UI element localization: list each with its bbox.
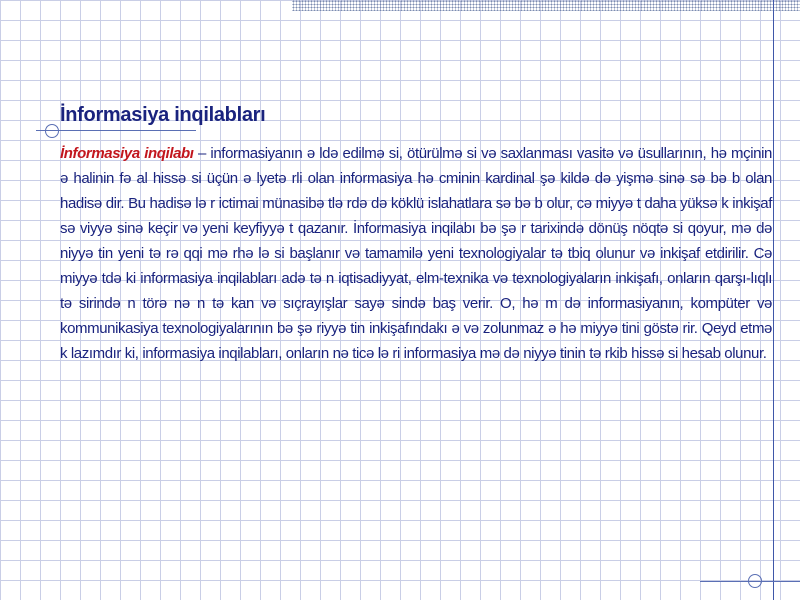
right-vertical-rule	[773, 0, 774, 600]
top-left-circle-ornament	[45, 124, 59, 138]
slide-title: İnformasiya inqilabları	[60, 104, 266, 126]
definition-text: – informasiyanın ə ldə edilmə si, ötürülmə si və saxlanması vasitə və üsullarının, hə mçinin ə halinin fə al hissə si üçün ə lyetə rli olan informasiya hə cminin kardinal şə kildə də yişmə sinə sə bə b olan hadisə dir. Bu hadisə lə r ictimai münasibə tlə rdə də köklü islahatlara sə bə b olur, cə miyyə t daha yüksə k inkişaf sə viyyə sinə keçir və yeni keyfiyyə t qazanır. İnformasiya inqilabı bə şə r tarixində dönüş nöqtə si qoyur, mə də niyyə tin yeni tə rə qqi mə rhə lə si başlanır və tamamilə yeni texnologiyalar tə tbiq olunur və inkişaf etdirilir. Cə miyyə tdə ki informasiya inqilabları adə tə n iqtisadiyyat, elm-texnika və texnologiyaların inkişafı, onların qarşı-lıqlı tə sirində n törə nə n tə kan və sıçrayışlar sayə sində baş verir. O, hə m də informasiyanın, kompüter və kommunikasiya texnologiyalarının bə şə riyyə tin inkişafındakı ə və zolunmaz ə hə miyyə tini göstə rir. Qeyd etmə k lazımdır ki, informasiya inqilabları, onların nə ticə lə ri informasiya mə də niyyə tinin tə rkib hissə si hesab olunur.	[60, 145, 772, 362]
title-underline-rule	[36, 130, 196, 131]
top-dot-pattern	[292, 0, 800, 11]
defined-term: İnformasiya inqilabı	[60, 145, 194, 162]
slide-body-paragraph	[60, 141, 772, 366]
bottom-right-rule	[700, 581, 800, 582]
